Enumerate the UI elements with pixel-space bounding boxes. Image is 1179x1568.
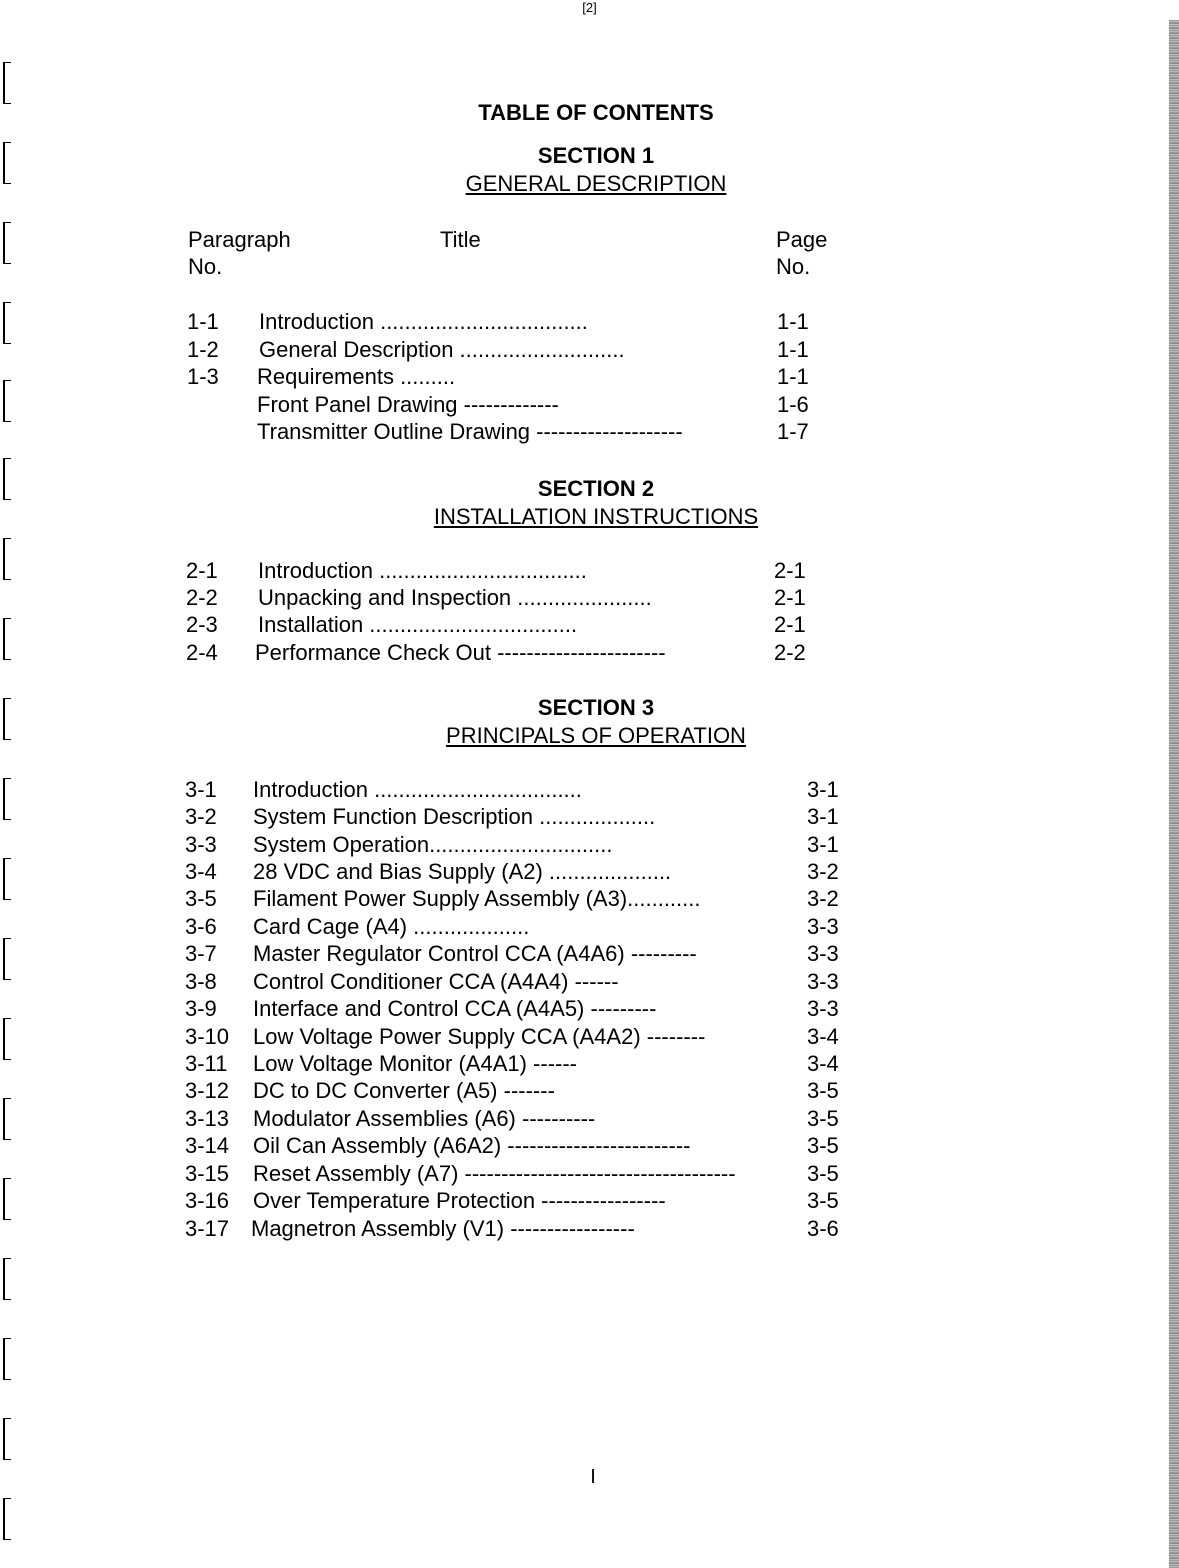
entry-number: 3-6 bbox=[185, 914, 217, 939]
entry-number: 3-8 bbox=[185, 969, 217, 994]
section-number: SECTION 3 bbox=[537, 695, 655, 720]
entry-title: Card Cage (A4) ................... bbox=[253, 914, 530, 939]
toc-entry bbox=[186, 639, 886, 666]
entry-page: 3-2 bbox=[807, 886, 839, 911]
toc-entry bbox=[185, 1077, 885, 1104]
entry-title: Control Conditioner CCA (A4A4) ------ bbox=[253, 969, 619, 994]
entry-number: 2-3 bbox=[186, 612, 218, 637]
column-header-page bbox=[776, 226, 827, 280]
punch-hole-mark bbox=[3, 1018, 11, 1060]
toc-entry bbox=[185, 995, 885, 1022]
entry-page: 1-7 bbox=[777, 419, 809, 444]
punch-hole-mark bbox=[3, 222, 11, 264]
entry-title: Introduction .................................. bbox=[259, 309, 588, 334]
punch-hole-mark bbox=[3, 380, 11, 422]
entry-page: 3-5 bbox=[807, 1161, 839, 1186]
entry-page: 2-1 bbox=[774, 558, 806, 583]
toc-entry bbox=[187, 308, 887, 335]
page-number: I bbox=[590, 1466, 596, 1488]
entry-page: 3-4 bbox=[807, 1051, 839, 1076]
column-header-title: Title bbox=[440, 227, 481, 252]
toc-entry bbox=[185, 858, 885, 885]
punch-hole-mark bbox=[3, 302, 11, 344]
entry-number: 3-10 bbox=[185, 1024, 230, 1049]
toc-entry bbox=[185, 913, 885, 940]
entry-number: 3-14 bbox=[185, 1133, 230, 1158]
entry-title: Front Panel Drawing ------------- bbox=[257, 392, 559, 417]
punch-hole-mark bbox=[3, 618, 11, 660]
toc-entry bbox=[185, 1160, 885, 1187]
entry-title: General Description ........................... bbox=[259, 337, 625, 362]
punch-hole-mark bbox=[3, 1418, 11, 1460]
entry-title: Reset Assembly (A7) ------------------------------------- bbox=[253, 1161, 736, 1186]
entry-page: 3-6 bbox=[807, 1216, 839, 1241]
entry-number: 3-7 bbox=[185, 941, 217, 966]
entry-number: 3-9 bbox=[185, 996, 217, 1021]
entry-number: 3-4 bbox=[185, 859, 217, 884]
entry-title: Master Regulator Control CCA (A4A6) --------- bbox=[253, 941, 697, 966]
section-name: INSTALLATION INSTRUCTIONS bbox=[433, 504, 759, 529]
entry-page: 1-1 bbox=[777, 337, 809, 362]
section-3-heading bbox=[0, 694, 1179, 750]
entry-page: 3-3 bbox=[807, 941, 839, 966]
column-header-page-line2: No. bbox=[776, 254, 811, 279]
entry-number: 3-15 bbox=[185, 1161, 230, 1186]
punch-hole-mark bbox=[3, 858, 11, 900]
entry-page: 2-1 bbox=[774, 585, 806, 610]
entry-number: 3-16 bbox=[185, 1188, 230, 1213]
column-header-paragraph bbox=[188, 226, 291, 280]
entry-title: Interface and Control CCA (A4A5) --------- bbox=[253, 996, 657, 1021]
punch-hole-mark bbox=[3, 778, 11, 820]
entry-title: Over Temperature Protection ----------------- bbox=[253, 1188, 666, 1213]
toc-entry bbox=[185, 776, 885, 803]
entry-page: 2-2 bbox=[774, 640, 806, 665]
toc-entry bbox=[187, 336, 887, 363]
entry-number: 1-2 bbox=[187, 337, 219, 362]
entry-title: Requirements ......... bbox=[257, 364, 456, 389]
toc-entry bbox=[186, 557, 886, 584]
toc-entry bbox=[186, 611, 886, 638]
column-header-paragraph-line2: No. bbox=[188, 254, 223, 279]
punch-hole-mark bbox=[3, 938, 11, 980]
toc-entry bbox=[187, 391, 887, 418]
entry-title: Unpacking and Inspection ...................... bbox=[258, 585, 652, 610]
entry-title: Introduction .................................. bbox=[253, 777, 582, 802]
entry-title: Installation .................................. bbox=[258, 612, 578, 637]
entry-number: 3-13 bbox=[185, 1106, 230, 1131]
toc-entry bbox=[187, 418, 887, 445]
page-title: TABLE OF CONTENTS bbox=[478, 100, 714, 125]
punch-hole-mark bbox=[3, 1098, 11, 1140]
section-number: SECTION 2 bbox=[537, 476, 655, 501]
toc-entry bbox=[185, 831, 885, 858]
entry-page: 3-3 bbox=[807, 914, 839, 939]
entry-number: 2-2 bbox=[186, 585, 218, 610]
scan-binding-edge bbox=[1169, 20, 1179, 1568]
toc-entry bbox=[185, 803, 885, 830]
section-name: PRINCIPALS OF OPERATION bbox=[446, 723, 746, 748]
toc-entry bbox=[185, 885, 885, 912]
entry-number: 1-1 bbox=[187, 309, 219, 334]
entry-page: 3-3 bbox=[807, 996, 839, 1021]
toc-entry bbox=[185, 968, 885, 995]
section-number: SECTION 1 bbox=[537, 143, 655, 168]
entry-page: 3-1 bbox=[807, 804, 839, 829]
page-marker: [2] bbox=[582, 0, 597, 15]
entry-title: Oil Can Assembly (A6A2) ------------------------- bbox=[253, 1133, 691, 1158]
entry-title: DC to DC Converter (A5) ------- bbox=[253, 1078, 555, 1103]
punch-hole-mark bbox=[3, 62, 11, 104]
entry-page: 1-1 bbox=[777, 309, 809, 334]
entry-number: 1-3 bbox=[187, 364, 219, 389]
entry-number: 2-4 bbox=[186, 640, 218, 665]
entry-title: Filament Power Supply Assembly (A3)............ bbox=[253, 886, 701, 911]
punch-hole-mark bbox=[3, 538, 11, 580]
entry-page: 3-2 bbox=[807, 859, 839, 884]
entry-number: 3-11 bbox=[185, 1051, 228, 1076]
entry-title: Performance Check Out ----------------------- bbox=[255, 640, 666, 665]
toc-entry bbox=[187, 363, 887, 390]
toc-entry bbox=[185, 1187, 885, 1214]
entry-page: 3-5 bbox=[807, 1133, 839, 1158]
entry-title: Transmitter Outline Drawing -------------------- bbox=[257, 419, 683, 444]
entry-title: 28 VDC and Bias Supply (A2) .................... bbox=[253, 859, 672, 884]
entry-number: 3-2 bbox=[185, 804, 217, 829]
toc-entry bbox=[185, 1105, 885, 1132]
entry-page: 3-3 bbox=[807, 969, 839, 994]
entry-number: 3-17 bbox=[185, 1216, 230, 1241]
entry-page: 3-5 bbox=[807, 1106, 839, 1131]
entry-number: 2-1 bbox=[186, 558, 218, 583]
entry-title: Modulator Assemblies (A6) ---------- bbox=[253, 1106, 596, 1131]
entry-title: Low Voltage Power Supply CCA (A4A2) -------- bbox=[253, 1024, 706, 1049]
toc-entry bbox=[185, 940, 885, 967]
entry-title: System Function Description ................... bbox=[253, 804, 656, 829]
column-header-paragraph-line1: Paragraph bbox=[188, 227, 291, 252]
toc-entry bbox=[185, 1215, 885, 1242]
entry-page: 3-5 bbox=[807, 1188, 839, 1213]
entry-page: 1-1 bbox=[777, 364, 809, 389]
entry-page: 1-6 bbox=[777, 392, 809, 417]
entry-title: Introduction .................................. bbox=[258, 558, 587, 583]
entry-number: 3-1 bbox=[185, 777, 217, 802]
section-2-heading bbox=[0, 475, 1179, 531]
toc-entry bbox=[185, 1050, 885, 1077]
entry-page: 3-5 bbox=[807, 1078, 839, 1103]
entry-number: 3-12 bbox=[185, 1078, 230, 1103]
punch-hole-mark bbox=[3, 1258, 11, 1300]
section-name: GENERAL DESCRIPTION bbox=[465, 171, 727, 196]
entry-page: 2-1 bbox=[774, 612, 806, 637]
entry-number: 3-5 bbox=[185, 886, 217, 911]
punch-hole-mark bbox=[3, 1178, 11, 1220]
toc-entry bbox=[185, 1023, 885, 1050]
entry-title: System Operation.............................. bbox=[253, 832, 613, 857]
column-header-page-line1: Page bbox=[776, 227, 828, 252]
entry-page: 3-1 bbox=[807, 777, 839, 802]
toc-entry bbox=[185, 1132, 885, 1159]
entry-page: 3-1 bbox=[807, 832, 839, 857]
entry-title: Magnetron Assembly (V1) ----------------- bbox=[251, 1216, 635, 1241]
punch-hole-mark bbox=[3, 1338, 11, 1380]
toc-entry bbox=[186, 584, 886, 611]
entry-number: 3-3 bbox=[185, 832, 217, 857]
entry-page: 3-4 bbox=[807, 1024, 839, 1049]
section-1-heading bbox=[0, 142, 1179, 198]
entry-title: Low Voltage Monitor (A4A1) ------ bbox=[253, 1051, 577, 1076]
punch-hole-mark bbox=[3, 1498, 11, 1540]
